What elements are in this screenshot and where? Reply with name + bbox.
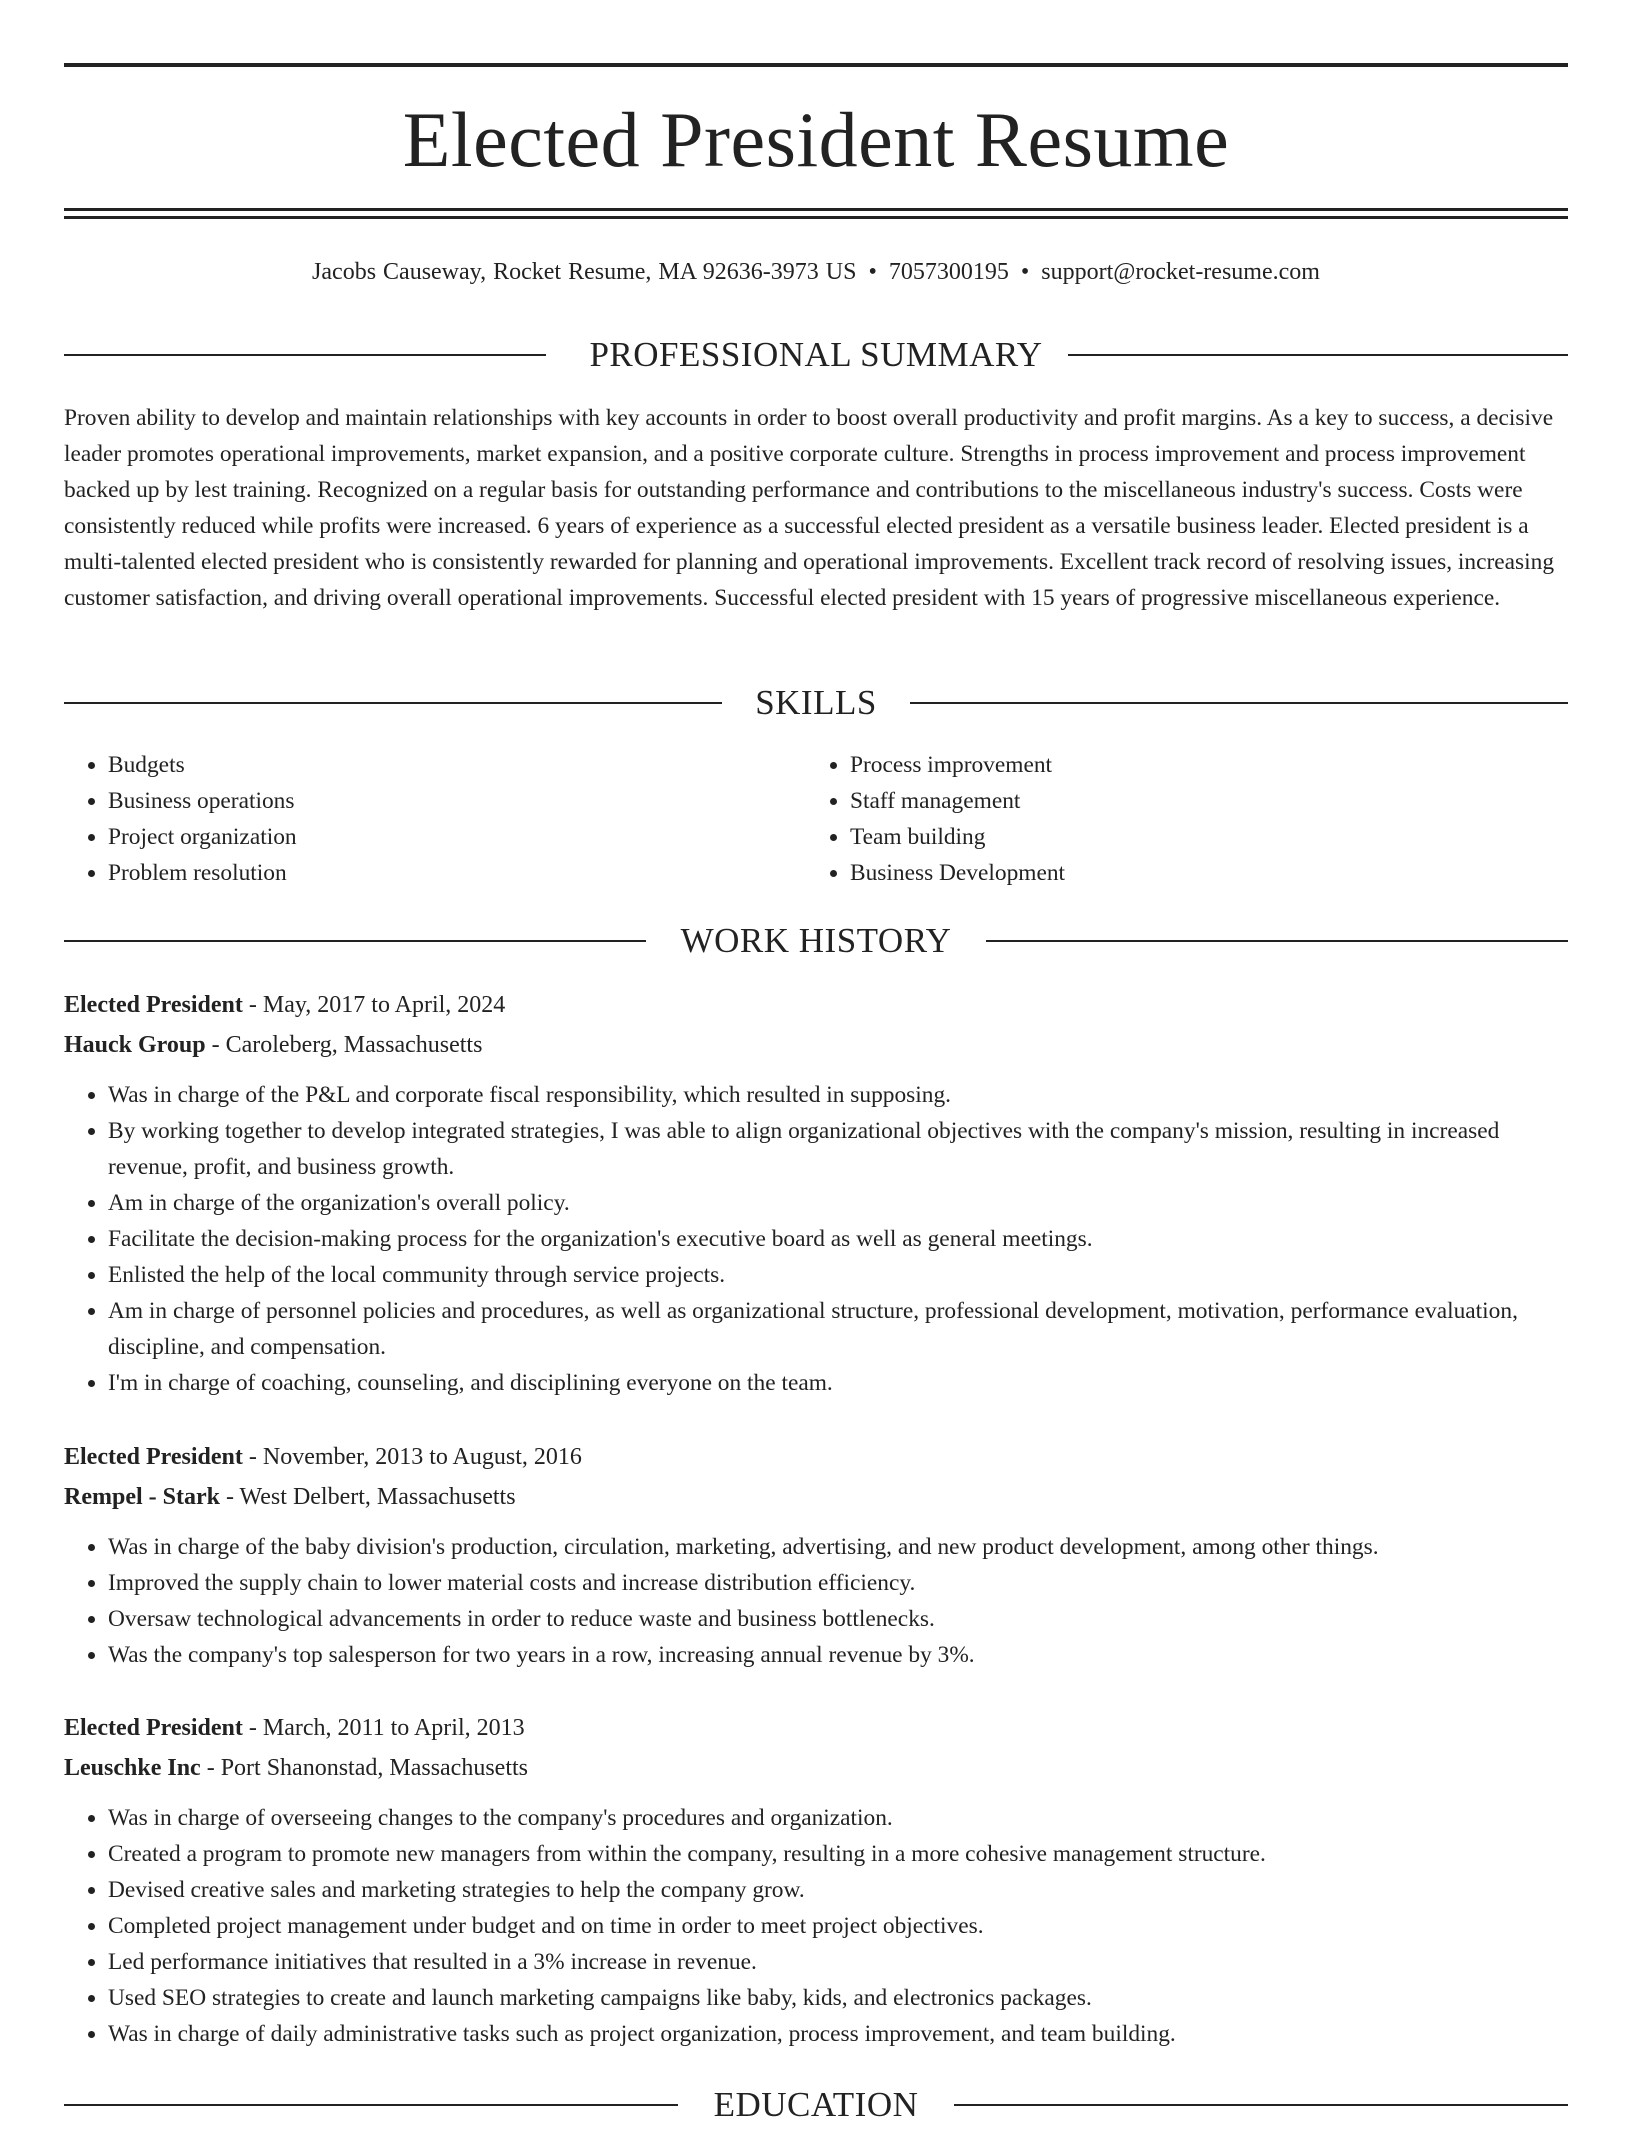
job-bullets xyxy=(64,1800,1538,2052)
section-heading-education xyxy=(64,2080,1568,2130)
job-location: Port Shanonstad, Massachusetts xyxy=(220,1755,528,1781)
section-heading-skills xyxy=(64,678,1568,728)
job-title-line xyxy=(64,1437,1568,1477)
section-title: EDUCATION xyxy=(713,2085,919,2124)
job-company-line xyxy=(64,1748,1568,1788)
job-entry xyxy=(64,985,1568,1401)
section-heading-work xyxy=(64,916,1568,966)
list-item: • Business operations xyxy=(108,783,297,819)
list-item: • Was in charge of overseeing changes to the company's procedures and organization. xyxy=(108,1800,1538,1836)
list-item: • Business Development xyxy=(850,855,1065,891)
list-item: • Created a program to promote new managers from within the company, resulting in a more cohesive management structure. xyxy=(108,1836,1538,1872)
job-bullets xyxy=(64,1529,1538,1673)
job-entry xyxy=(64,1437,1568,1673)
job-title: Elected President xyxy=(64,992,243,1018)
job-dash: - xyxy=(205,1032,226,1058)
list-item: • Was in charge of daily administrative tasks such as project organization, process improvement, and team building. xyxy=(108,2016,1538,2052)
job-dash: - xyxy=(200,1755,221,1781)
list-item: • Enlisted the help of the local community through service projects. xyxy=(108,1257,1538,1293)
job-dash: - xyxy=(242,1715,263,1741)
list-item: • Was in charge of the baby division's production, circulation, marketing, advertising, and new product development, among other things. xyxy=(108,1529,1538,1565)
contact-separator: • xyxy=(1020,259,1030,285)
header-top-rule xyxy=(64,63,1568,67)
job-company-line xyxy=(64,1025,1568,1065)
section-heading-summary xyxy=(64,330,1568,380)
list-item: • By working together to develop integrated strategies, I was able to align organizational objectives with the company's mission, resulting in increased revenue, profit, and business growth. xyxy=(108,1113,1538,1185)
job-dates: May, 2017 to April, 2024 xyxy=(262,992,506,1018)
list-item: • Completed project management under budget and on time in order to meet project objectives. xyxy=(108,1908,1538,1944)
contact-separator: • xyxy=(868,259,877,285)
job-title: Elected President xyxy=(64,1715,243,1741)
list-item: • Was the company's top salesperson for two years in a row, increasing annual revenue by 3%. xyxy=(108,1637,1538,1673)
list-item: • Am in charge of the organization's overall policy. xyxy=(108,1185,1538,1221)
list-item: • Problem resolution xyxy=(108,855,297,891)
job-location: West Delbert, Massachusetts xyxy=(239,1484,516,1510)
job-entry xyxy=(64,1708,1568,2052)
job-title: Elected President xyxy=(64,1444,243,1470)
job-company-line xyxy=(64,1477,1568,1517)
list-item: • Oversaw technological advancements in order to reduce waste and business bottlenecks. xyxy=(108,1601,1538,1637)
job-dash: - xyxy=(242,992,263,1018)
list-item: • Team building xyxy=(850,819,1065,855)
list-item: • Improved the supply chain to lower material costs and increase distribution efficiency. xyxy=(108,1565,1538,1601)
job-dates: November, 2013 to August, 2016 xyxy=(262,1444,582,1470)
contact-line xyxy=(64,252,1568,292)
header-double-rule-upper xyxy=(64,208,1568,211)
job-dash: - xyxy=(242,1444,263,1470)
job-company: Leuschke Inc xyxy=(64,1755,201,1781)
contact-address: Jacobs Causeway, Rocket Resume, MA 92636-3973 US xyxy=(312,259,857,285)
list-item: • Facilitate the decision-making process for the organization's executive board as well as general meetings. xyxy=(108,1221,1538,1257)
job-title-line xyxy=(64,985,1568,1025)
list-item: • Led performance initiatives that resulted in a 3% increase in revenue. xyxy=(108,1944,1538,1980)
list-item: • I'm in charge of coaching, counseling, and disciplining everyone on the team. xyxy=(108,1365,1538,1401)
job-company: Hauck Group xyxy=(64,1032,206,1058)
list-item: • Devised creative sales and marketing strategies to help the company grow. xyxy=(108,1872,1538,1908)
job-bullets xyxy=(64,1077,1538,1401)
contact-phone: 7057300195 xyxy=(888,259,1009,285)
list-item: • Used SEO strategies to create and launch marketing campaigns like baby, kids, and electronics packages. xyxy=(108,1980,1538,2016)
section-title: WORK HISTORY xyxy=(680,921,952,960)
job-company: Rempel - Stark xyxy=(64,1484,220,1510)
skills-column-right xyxy=(806,747,1065,891)
list-item: • Budgets xyxy=(108,747,297,783)
list-item: • Process improvement xyxy=(850,747,1065,783)
job-title-line xyxy=(64,1708,1568,1748)
header-double-rule-lower xyxy=(64,216,1568,219)
job-location: Caroleberg, Massachusetts xyxy=(225,1032,483,1058)
list-item: • Was in charge of the P&L and corporate fiscal responsibility, which resulted in supposing. xyxy=(108,1077,1538,1113)
job-dash: - xyxy=(219,1484,240,1510)
section-title: PROFESSIONAL SUMMARY xyxy=(589,335,1043,374)
summary-paragraph: Proven ability to develop and maintain relationships with key accounts in order to boost overall productivity and profit margins. As a key to success, a decisive leader promotes operational improvements, market expansion, and a positive corporate culture. Strengths in process improvement and process improvement backed up by lest training. Recognized on a regular basis for outstanding performance and contributions to the miscellaneous industry's success. Costs were consistently reduced while profits were increased. 6 years of experience as a successful elected president as a versatile business leader. Elected president is a multi-talented elected president who is consistently rewarded for planning and operational improvements. Excellent track record of resolving issues, increasing customer satisfaction, and driving overall operational improvements. Successful elected president with 15 years of progressive miscellaneous experience. xyxy=(64,405,1555,611)
page-title: Elected President Resume xyxy=(402,96,1230,183)
contact-email: support@rocket-resume.com xyxy=(1041,259,1320,285)
skills-column-left xyxy=(64,747,297,891)
list-item: • Staff management xyxy=(850,783,1065,819)
job-dates: March, 2011 to April, 2013 xyxy=(262,1715,525,1741)
list-item: • Project organization xyxy=(108,819,297,855)
section-title: SKILLS xyxy=(755,683,877,722)
list-item: • Am in charge of personnel policies and procedures, as well as organizational structure, professional development, motivation, performance evaluation, discipline, and compensation. xyxy=(108,1293,1538,1365)
